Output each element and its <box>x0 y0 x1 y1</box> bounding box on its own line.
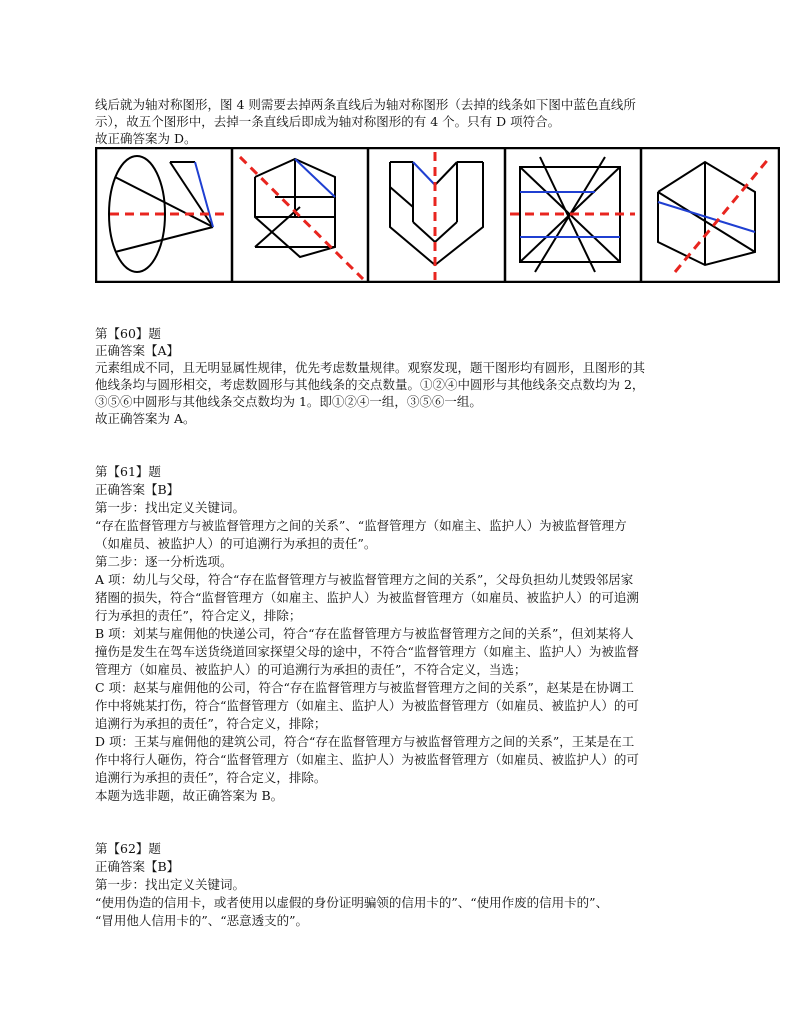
question-title: 第【60】题 <box>95 326 161 341</box>
text-line: 作中将行人砸伤，符合“监督管理方（如雇主、监护人）为被监督管理方（如雇员、被监护人）的可 <box>95 752 639 767</box>
figure-4 <box>510 157 635 272</box>
figure-strip-svg <box>95 147 780 283</box>
figure-2 <box>240 157 363 279</box>
text-line: 猪圈的损失，符合“监督管理方（如雇主、监护人）为被监督管理方（如雇员、被监护人）的可追溯 <box>95 590 639 605</box>
text-line: 作中将姚某打伤，符合“监督管理方（如雇主、监护人）为被监督管理方（如雇员、被监护人）的可 <box>95 698 639 713</box>
text-line: “存在监督管理方与被监督管理方之间的关系”、“监督管理方（如雇主、监护人）为被监督管理方 <box>95 518 627 533</box>
figure-3 <box>390 152 483 280</box>
text-line: 追溯行为承担的责任”，符合定义，排除。 <box>95 770 327 785</box>
text-line: 行为承担的责任”，符合定义，排除； <box>95 608 302 623</box>
text-line: 第二步：逐一分析选项。 <box>95 554 233 569</box>
text-line: （如雇员、被监护人）的可追溯行为承担的责任”。 <box>95 536 377 551</box>
question-title: 第【61】题 <box>95 464 161 479</box>
text-line: ③⑤⑥中圆形与其他线条交点数均为 1。即①②④一组，③⑤⑥一组。 <box>95 394 482 409</box>
answer-label: 正确答案【B】 <box>95 859 180 874</box>
text-line: D 项：王某与雇佣他的建筑公司，符合“存在监督管理方与被监督管理方之间的关系”，王某是在工 <box>95 734 635 749</box>
text-line: 线后就为轴对称图形，图 4 则需要去掉两条直线后为轴对称图形（去掉的线条如下图中蓝色直线所 <box>95 97 636 112</box>
text-line: 第一步：找出定义关键词。 <box>95 877 246 892</box>
text-line: 故正确答案为 D。 <box>95 131 197 146</box>
text-line: “使用伪造的信用卡，或者使用以虚假的身份证明骗领的信用卡的”、“使用作废的信用卡的”、 <box>95 895 609 910</box>
text-line: 示），故五个图形中，去掉一条直线后即成为轴对称图形的有 4 个。只有 D 项符合。 <box>95 114 561 129</box>
text-line: “冒用他人信用卡的”、“恶意透支的”。 <box>95 913 309 928</box>
text-line: A 项：幼儿与父母，符合“存在监督管理方与被监督管理方之间的关系”，父母负担幼儿焚毁邻居家 <box>95 572 634 587</box>
text-line: B 项：刘某与雇佣他的快递公司，符合“存在监督管理方与被监督管理方之间的关系”，但刘某将人 <box>95 626 634 641</box>
text-line: 故正确答案为 A。 <box>95 411 196 426</box>
figure-strip <box>95 147 780 283</box>
text-line: 本题为选非题，故正确答案为 B。 <box>95 788 284 803</box>
answer-label: 正确答案【A】 <box>95 343 180 358</box>
question-title: 第【62】题 <box>95 841 161 856</box>
figure-1 <box>109 156 225 272</box>
figure-5 <box>658 157 770 272</box>
text-line: 元素组成不同，且无明显属性规律，优先考虑数量规律。观察发现，题干图形均有圆形，且图形的其 <box>95 360 646 375</box>
text-line: 撞伤是发生在驾车送货绕道回家探望父母的途中，不符合“监督管理方（如雇主、监护人）为被监督 <box>95 644 639 659</box>
text-line: C 项：赵某与雇佣他的公司，符合“存在监督管理方与被监督管理方之间的关系”，赵某是在协调工 <box>95 680 634 695</box>
text-line: 他线条均与圆形相交，考虑数圆形与其他线条的交点数量。①②④中圆形与其他线条交点数均为 2， <box>95 377 645 392</box>
text-line: 第一步：找出定义关键词。 <box>95 500 246 515</box>
answer-label: 正确答案【B】 <box>95 482 180 497</box>
text-line: 管理方（如雇员、被监护人）的可追溯行为承担的责任”，不符合定义，当选； <box>95 662 527 677</box>
text-line: 追溯行为承担的责任”，符合定义，排除； <box>95 716 327 731</box>
